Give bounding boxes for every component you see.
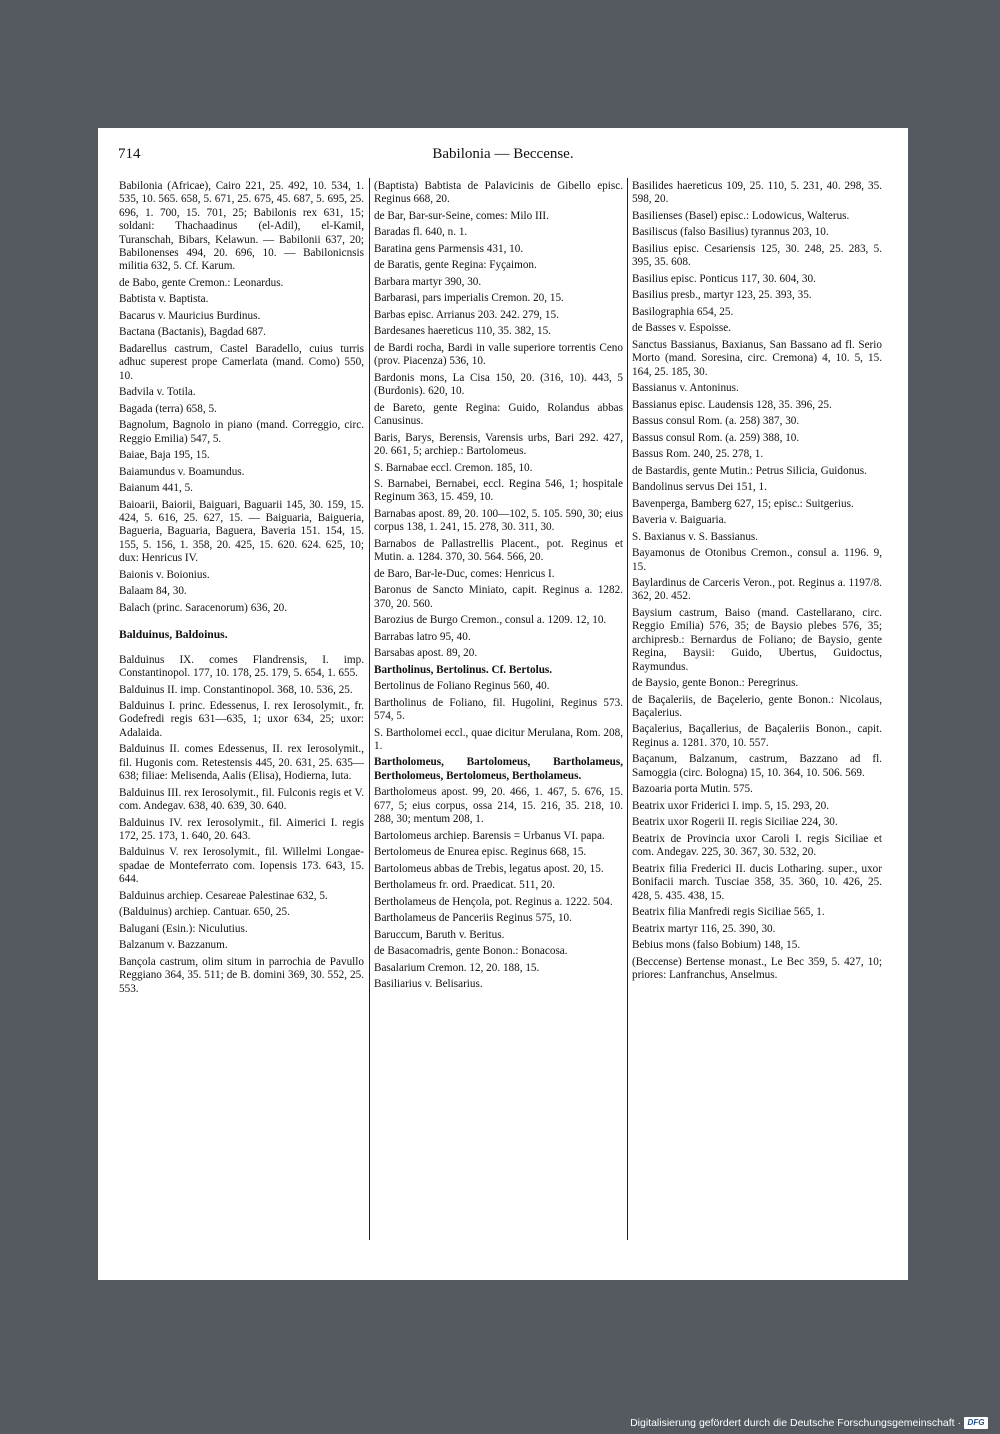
index-entry: Bançola castrum, olim situm in parrochia de Pavullo Reggiano 364, 35. 511; de B. domini 369, 30. 552, 25. 553.	[119, 955, 364, 995]
index-entry: de Basacomadris, gente Bonon.: Bonacosa.	[374, 945, 568, 958]
index-entry: Baysium castrum, Baiso (mand. Castellarano, circ. Reggio Emilia) 576, 35; de Baysio plebes 576, 35; archipresb.: Bernardus de Foliano; de Baysio, gente Regina, Baysii: Guido, Ubertus, Guidoctus, Raymundus.	[632, 606, 882, 673]
index-entry: Badarellus castrum, Castel Baradello, cuius turris adhuc superest prope Camerlata (mand. Como) 550, 10.	[119, 342, 364, 382]
index-entry: Baionis v. Boionius.	[119, 568, 210, 581]
index-entry: Balduinus V. rex Ierosolymit., fil. Willelmi Longae-spadae de Monteferrato com. Iopensis 173. 643, 15. 644.	[119, 846, 364, 886]
index-entry: Bagnolum, Bagnolo in piano (mand. Correggio, circ. Reggio Emilia) 547, 5.	[119, 419, 364, 445]
index-entry: Barnabos de Pallastrellis Placent., pot. Reginus et Mutin. a. 1284. 370, 30. 564. 566, 20.	[374, 537, 623, 564]
index-entry: Balduinus archiep. Cesareae Palestinae 632, 5.	[119, 889, 328, 902]
index-entry: de Baratis, gente Regina: Fyçaimon.	[374, 259, 537, 272]
funding-note: Digitalisierung gefördert durch die Deutsche Forschungsgemeinschaft ·	[630, 1417, 961, 1429]
index-column-3	[632, 180, 882, 985]
index-entry: Barozius de Burgo Cremon., consul a. 1209. 12, 10.	[374, 614, 607, 627]
index-entry: Basiliscus (falso Basilius) tyrannus 203, 10.	[632, 226, 829, 239]
index-entry: Balduinus I. princ. Edessenus, I. rex Ierosolymit., fr. Godefredi regis 631—635, 1; uxor 634, 25; uxor: Adalaida.	[119, 700, 364, 739]
index-entry: Bertolomeus de Enurea episc. Reginus 668, 15.	[374, 846, 587, 859]
index-entry: Bayamonus de Otonibus Cremon., consul a. 1196. 9, 15.	[632, 547, 882, 573]
index-entry: de Bar, Bar-sur-Seine, comes: Milo III.	[374, 209, 549, 222]
index-entry: Baianum 441, 5.	[119, 482, 193, 495]
index-entry: Bactana (Bactanis), Bagdad 687.	[119, 326, 266, 339]
index-entry: Balduinus IX. comes Flandrensis, I. imp. Constantinopol. 177, 10. 178, 25. 179, 5. 654, 1. 655.	[119, 653, 364, 679]
index-entry: Baiae, Baja 195, 15.	[119, 449, 210, 462]
index-entry: Bassus consul Rom. (a. 258) 387, 30.	[632, 415, 800, 428]
index-column-1	[119, 180, 364, 999]
index-entry: Basilius episc. Ponticus 117, 30. 604, 30.	[632, 272, 816, 285]
index-entry: Bassus Rom. 240, 25. 278, 1.	[632, 448, 764, 461]
index-entry: Basilides haereticus 109, 25. 110, 5. 231, 40. 298, 35. 598, 20.	[632, 180, 882, 206]
index-entry: Baçalerius, Baçallerius, de Baçaleriis Bonon., capit. Reginus a. 1281. 370, 10. 557.	[632, 723, 882, 749]
index-entry: Sanctus Bassianus, Baxianus, San Bassano ad fl. Serio Morto (mand. Soresina, circ. Cremona) 4, 10. 5, 15. 164, 25. 185, 30.	[632, 338, 882, 378]
index-entry: Bazoaria porta Mutin. 575.	[632, 783, 753, 796]
index-entry: S. Barnabei, Bernabei, eccl. Regina 546, 1; hospitale Reginum 363, 15. 459, 10.	[374, 478, 623, 504]
index-entry: Bartolomeus archiep. Barensis = Urbanus VI. papa.	[374, 829, 605, 842]
index-entry: Baruccum, Baruth v. Beritus.	[374, 928, 505, 941]
index-entry: Barbarasi, pars imperialis Cremon. 20, 15.	[374, 292, 564, 305]
index-entry: Beatrix uxor Rogerii II. regis Siciliae 224, 30.	[632, 816, 838, 829]
index-entry: Beatrix de Provincia uxor Caroli I. regis Siciliae et com. Andegav. 225, 30. 367, 30. 532, 20.	[632, 832, 882, 859]
index-entry: Badvila v. Totila.	[119, 386, 196, 399]
index-entry: Barnabas apost. 89, 20. 100—102, 5. 105. 590, 30; eius corpus 138, 1. 241, 15. 278, 30. 311, 30.	[374, 507, 623, 534]
index-entry: Baiamundus v. Boamundus.	[119, 465, 245, 478]
index-entry: de Baro, Bar-le-Duc, comes: Henricus I.	[374, 567, 555, 580]
index-entry: Bandolinus servus Dei 151, 1.	[632, 481, 767, 494]
index-entry: Bacarus v. Mauricius Burdinus.	[119, 309, 261, 322]
index-entry: Bebius mons (falso Bobium) 148, 15.	[632, 939, 801, 951]
index-entry: Bertholameus de Hençola, pot. Reginus a. 1222. 504.	[374, 895, 613, 908]
running-head: Babilonia — Beccense.	[432, 146, 574, 162]
index-entry: Bartholameus de Panceriis Reginus 575, 10.	[374, 912, 572, 925]
section-heading: Balduinus, Baldoinus.	[119, 628, 228, 642]
index-entry: Bartolomeus abbas de Trebis, legatus apost. 20, 15.	[374, 862, 604, 875]
index-entry: Bassianus episc. Laudensis 128, 35. 396, 25.	[632, 398, 832, 411]
index-entry: Balzanum v. Bazzanum.	[119, 939, 228, 952]
index-entry: de Bardi rocha, Bardi in valle superiore torrentis Ceno (prov. Piacenza) 536, 10.	[374, 341, 623, 368]
index-entry: (Beccense) Bertense monast., Le Bec 359, 5. 427, 10; priores: Lanfranchus, Anselmus.	[632, 955, 882, 981]
index-entry: S. Barnabae eccl. Cremon. 185, 10.	[374, 461, 533, 474]
index-entry: Baratina gens Parmensis 431, 10.	[374, 242, 524, 255]
index-entry: Bertholameus fr. ord. Praedicat. 511, 20.	[374, 879, 556, 892]
index-entry: Bavenperga, Bamberg 627, 15; episc.: Suitgerius.	[632, 497, 854, 510]
index-entry: Basilius episc. Cesariensis 125, 30. 248, 25. 283, 5. 395, 35. 608.	[632, 242, 882, 269]
index-entry: Balduinus II. imp. Constantinopol. 368, 10. 536, 25.	[119, 683, 353, 696]
index-entry: Balach (princ. Saracenorum) 636, 20.	[119, 601, 288, 614]
index-entry: de Basses v. Espoisse.	[632, 322, 732, 335]
index-entry: Bartholomeus apost. 99, 20. 466, 1. 467, 5. 676, 15. 677, 5; eius corpus, ossa 214, 15. 216, 35. 218, 10. 288, 30; mentum 208, 1.	[374, 786, 623, 826]
index-entry: Baylardinus de Carceris Veron., pot. Reginus a. 1197/8. 362, 20. 452.	[632, 577, 882, 603]
index-entry: Bartholinus, Bertolinus. Cf. Bertolus.	[374, 663, 553, 676]
index-entry: Babtista v. Baptista.	[119, 293, 209, 306]
index-entry: de Babo, gente Cremon.: Leonardus.	[119, 276, 284, 289]
index-entry: Baveria v. Baiguaria.	[632, 514, 727, 527]
index-entry: S. Bartholomei eccl., quae dicitur Merulana, Rom. 208, 1.	[374, 726, 623, 752]
index-entry: Bardesanes haereticus 110, 35. 382, 15.	[374, 325, 551, 338]
index-entry: Beatrix uxor Friderici I. imp. 5, 15. 293, 20.	[632, 799, 829, 812]
index-entry: Bagada (terra) 658, 5.	[119, 402, 217, 415]
dfg-logo: DFG	[964, 1417, 988, 1429]
index-entry: Beatrix filia Frederici II. ducis Lotharing. super., uxor Bonifacii march. Tusciae 358, 35. 360, 10. 426, 25. 428, 5. 435. 438, 15.	[632, 862, 882, 902]
index-entry: Baradas fl. 640, n. 1.	[374, 226, 468, 239]
index-entry: Bartholinus de Foliano, fil. Hugolini, Reginus 573. 574, 5.	[374, 696, 623, 723]
index-entry: Basilographia 654, 25.	[632, 305, 734, 318]
page-header	[118, 146, 888, 166]
index-entry: Baioarii, Baiorii, Baiguari, Baguarii 145, 30. 159, 15. 424, 5. 616, 25. 627, 15. — Baiguaria, Baigueria, Bagueria, Baguaria, Baguera, Baveria 151. 154, 15. 155, 5. 156, 1. 358, 20. 425, 15. 620. 624. 625, 10; dux: Henricus IV.	[119, 498, 364, 565]
index-entry: de Bareto, gente Regina: Guido, Rolandus abbas Canusinus.	[374, 401, 623, 428]
index-entry: Barbas episc. Arrianus 203. 242. 279, 15.	[374, 308, 559, 321]
index-entry: Basiliarius v. Belisarius.	[374, 978, 483, 991]
index-entry: Basilienses (Basel) episc.: Lodowicus, Walterus.	[632, 209, 850, 222]
index-entry: Baronus de Sancto Miniato, capit. Reginus a. 1282. 370, 20. 560.	[374, 584, 623, 610]
index-entry: Barbara martyr 390, 30.	[374, 275, 482, 288]
index-entry: Balduinus III. rex Ierosolymit., fil. Fulconis regis et V. com. Andegav. 638, 40. 639, 30. 640.	[119, 786, 364, 813]
index-entry: Barrabas latro 95, 40.	[374, 630, 471, 643]
index-entry: Bardonis mons, La Cisa 150, 20. (316, 10). 443, 5 (Burdonis). 620, 10.	[374, 371, 623, 398]
index-entry: Balugani (Esin.): Niculutius.	[119, 922, 248, 935]
column-divider	[627, 178, 628, 1240]
index-entry: (Baptista) Babtista de Palavicinis de Gibello episc. Reginus 668, 20.	[374, 180, 623, 206]
index-entry: Basilius presb., martyr 123, 25. 393, 35.	[632, 289, 812, 302]
index-entry: Beatrix filia Manfredi regis Siciliae 565, 1.	[632, 906, 825, 918]
index-entry: Bassianus v. Antoninus.	[632, 382, 739, 395]
page-number: 714	[118, 146, 141, 162]
index-entry: S. Baxianus v. S. Bassianus.	[632, 530, 759, 543]
index-entry: Bartholomeus, Bartolomeus, Bartholameus, Bertholomeus, Bertolomeus, Bertholameus.	[374, 756, 623, 782]
index-entry: de Bastardis, gente Mutin.: Petrus Silicia, Guidonus.	[632, 464, 867, 477]
index-entry: Bassus consul Rom. (a. 259) 388, 10.	[632, 431, 800, 444]
index-column-2	[374, 180, 623, 995]
footer	[0, 1414, 991, 1432]
index-entry: Balduinus II. comes Edessenus, II. rex Ierosolymit., fil. Hugonis com. Retestensis 445, 20. 631, 25. 635—638; filiae: Melisenda, Aalis (Elisa), Hodierna, Iuta.	[119, 743, 364, 783]
index-entry: Balduinus IV. rex Ierosolymit., fil. Aimerici I. regis 172, 25. 173, 1. 640, 20. 643.	[119, 816, 364, 842]
index-entry: Baris, Barys, Berensis, Varensis urbs, Bari 292. 427, 20. 661, 5; archiep.: Bartolomeus.	[374, 431, 623, 458]
index-entry: Babilonia (Africae), Cairo 221, 25. 492, 10. 534, 1. 535, 10. 565. 658, 5. 671, 25. 675, 45. 687, 5. 695, 25. 696, 1. 700, 15. 701, 25; Babilonis rex 631, 15; soldani: Thachaadinus (el-Adil), el-Kamil, Turanschah, Bibars, Kelawun. — Babilonii 637, 20; Babilonenses 494, 20. 696, 10. — Babilonicnsis militia 632, 5. Cf. Karum.	[119, 180, 364, 273]
index-entry: Beatrix martyr 116, 25. 390, 30.	[632, 922, 776, 935]
index-entry: de Baçaleriis, de Baçelerio, gente Bonon.: Nicolaus, Baçalerius.	[632, 693, 882, 719]
index-entry: (Balduinus) archiep. Cantuar. 650, 25.	[119, 906, 290, 919]
index-entry: Balaam 84, 30.	[119, 585, 187, 598]
column-divider	[369, 178, 370, 1240]
index-entry: Bertolinus de Foliano Reginus 560, 40.	[374, 680, 550, 693]
index-entry: Basalarium Cremon. 12, 20. 188, 15.	[374, 961, 540, 974]
index-entry: de Baysio, gente Bonon.: Peregrinus.	[632, 677, 799, 690]
index-entry: Barsabas apost. 89, 20.	[374, 647, 478, 660]
index-entry: Baçanum, Balzanum, castrum, Bazzano ad fl. Samoggia (circ. Bologna) 15, 10. 364, 10. 506. 569.	[632, 753, 882, 779]
